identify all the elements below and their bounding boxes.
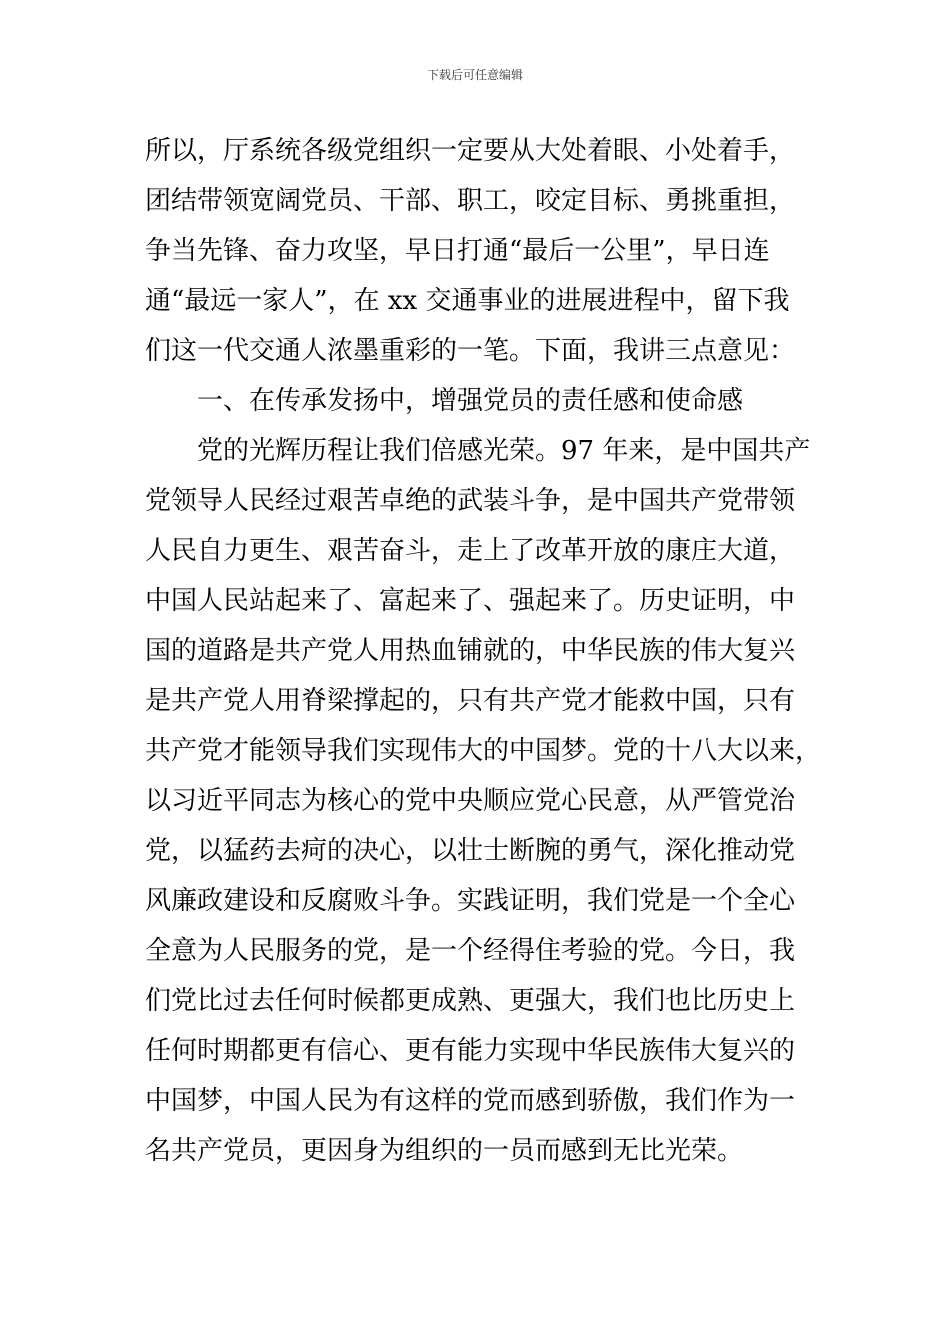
text-line: 人民自力更生、艰苦奋斗，走上了改革开放的康庄大道，	[145, 536, 796, 566]
text-line: 们这一代交通人浓墨重彩的一笔。下面，我讲三点意见：	[145, 336, 796, 366]
text-line: 争当先锋、奋力攻坚，早日打通“最后一公里”，早日连	[145, 236, 770, 266]
text-line: 风廉政建设和反腐败斗争。实践证明，我们党是一个全心	[145, 886, 796, 916]
text-line: 全意为人民服务的党，是一个经得住考验的党。今日，我	[145, 936, 796, 966]
text-line: 团结带领宽阔党员、干部、职工，咬定目标、勇挑重担，	[145, 186, 796, 216]
text-line: 国的道路是共产党人用热血铺就的，中华民族的伟大复兴	[145, 636, 796, 666]
text-line: 中国人民站起来了、富起来了、强起来了。历史证明，中	[145, 586, 796, 616]
text-line: 是共产党人用脊梁撑起的，只有共产党才能救中国，只有	[145, 686, 796, 716]
text-line: 所以，厅系统各级党组织一定要从大处着眼、小处着手，	[145, 136, 796, 166]
text-line: 党领导人民经过艰苦卓绝的武装斗争，是中国共产党带领	[145, 486, 796, 516]
text-line: 中国梦，中国人民为有这样的党而感到骄傲，我们作为一	[145, 1086, 796, 1116]
page-header: 下载后可任意编辑	[426, 68, 523, 82]
text-line: 以习近平同志为核心的党中央顺应党心民意，从严管党治	[145, 786, 796, 816]
text-line: 任何时期都更有信心、更有能力实现中华民族伟大复兴的	[145, 1036, 796, 1066]
text-line: 们党比过去任何时候都更成熟、更强大，我们也比历史上	[145, 986, 796, 1016]
text-line: 共产党才能领导我们实现伟大的中国梦。党的十八大以来，	[145, 736, 822, 766]
text-line: 党，以猛药去疴的决心，以壮士断腕的勇气，深化推动党	[145, 836, 796, 866]
document-body	[145, 126, 822, 1176]
text-line: 党的光辉历程让我们倍感光荣。97 年来，是中国共产	[197, 436, 811, 466]
text-line: 名共产党员，更因身为组织的一员而感到无比光荣。	[145, 1136, 744, 1166]
section-heading: 一、在传承发扬中，增强党员的责任感和使命感	[197, 386, 744, 416]
text-line: 通“最远一家人”，在 xx 交通事业的进展进程中，留下我	[145, 286, 790, 316]
